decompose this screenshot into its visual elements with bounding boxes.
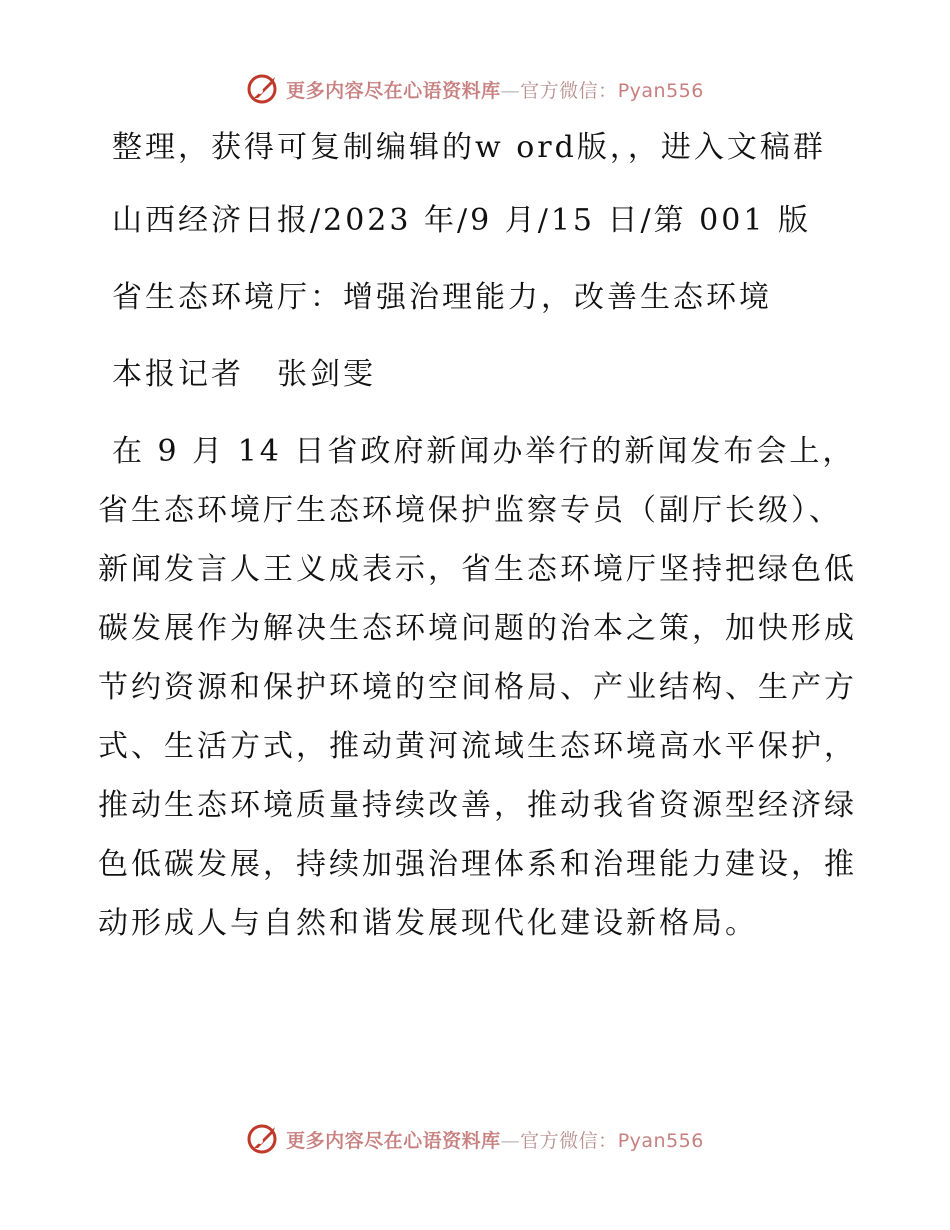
quill-logo-icon: [246, 72, 280, 106]
watermark-text: [286, 76, 704, 103]
watermark-wechat-id: Pyan556: [617, 1129, 704, 1152]
intro-paragraph: 整理，获得可复制编辑的w ord版，，进入文稿群: [112, 130, 826, 165]
watermark-official: 官方微信：: [520, 79, 618, 102]
watermark-text: [286, 1126, 704, 1153]
header-watermark: [0, 72, 950, 106]
quill-logo-icon: [246, 1122, 280, 1156]
footer-watermark: [0, 1122, 950, 1156]
watermark-wechat-id: Pyan556: [617, 79, 704, 102]
source-line: 山西经济日报/2023 年/9 月/15 日/第 001 版: [112, 203, 811, 238]
watermark-title: 更多内容尽在心语资料库: [286, 1129, 501, 1152]
watermark-dash: —: [500, 79, 521, 102]
document-body: [98, 118, 858, 953]
watermark-official: 官方微信：: [520, 1129, 618, 1152]
watermark-title: 更多内容尽在心语资料库: [286, 79, 501, 102]
body-paragraph: 在 9 月 14 日省政府新闻办举行的新闻发布会上，省生态环境厅生态环境保护监察专员（副厅长级）、新闻发言人王义成表示，省生态环境厅坚持把绿色低碳发展作为解决生态环境问题的治本之策，加快形成节约资源和保护环境的空间格局、产业结构、生产方式、生活方式，推动黄河流域生态环境高水平保护，推动生态环境质量持续改善，推动我省资源型经济绿色低碳发展，持续加强治理体系和治理能力建设，推动形成人与自然和谐发展现代化建设新格局。: [98, 434, 857, 941]
headline: 省生态环境厅：增强治理能力，改善生态环境: [112, 280, 772, 315]
byline: 本报记者 张剑雯: [112, 357, 376, 392]
watermark-dash: —: [500, 1129, 521, 1152]
